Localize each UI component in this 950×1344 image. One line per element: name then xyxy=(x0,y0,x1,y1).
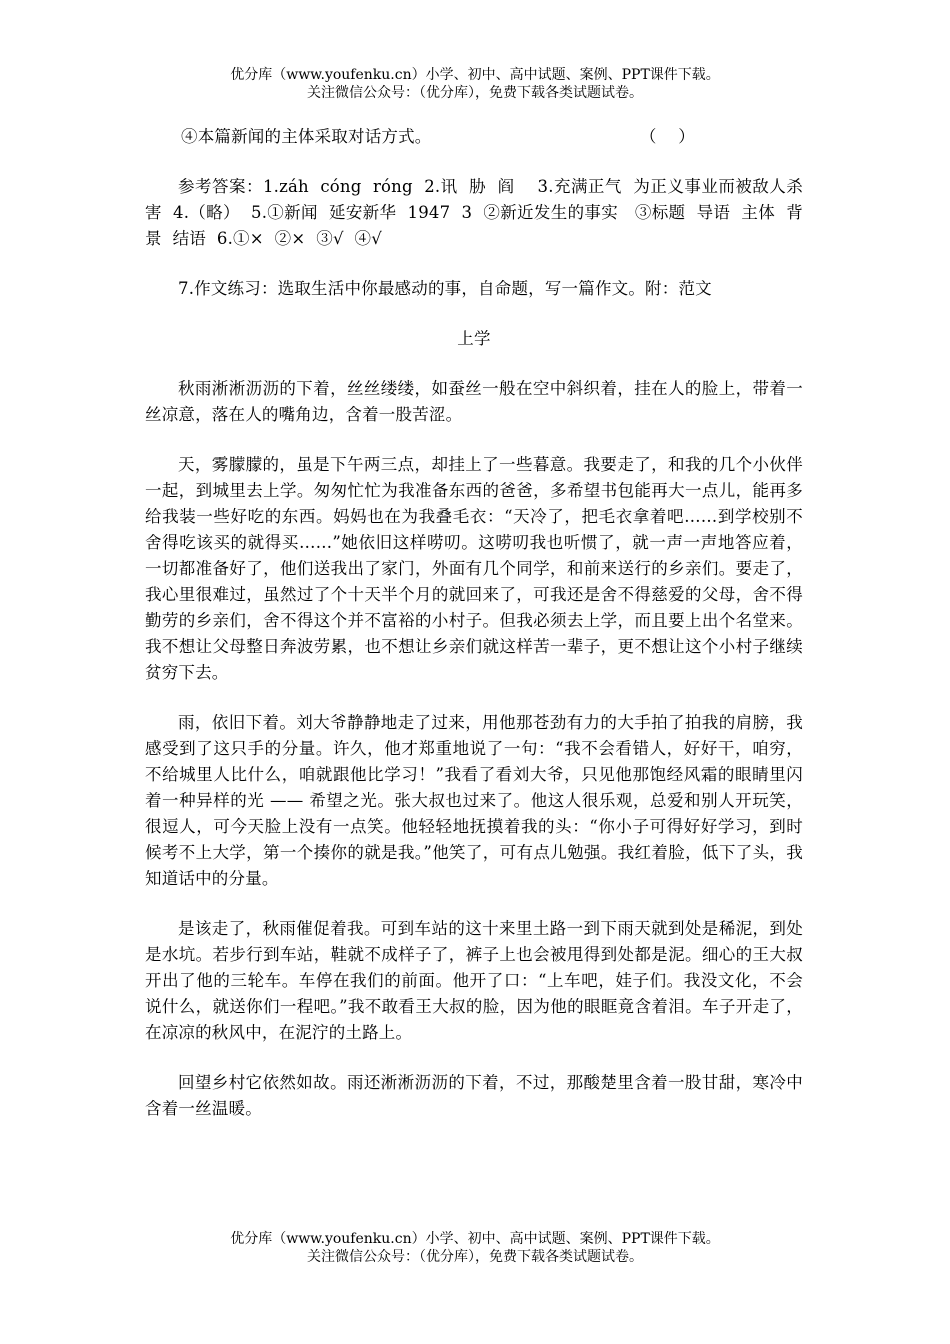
footer-line-1: 优分库（www.youfenku.cn）小学、初中、高中试题、案例、PPT课件下载。 xyxy=(230,1231,720,1247)
answer-key: 参考答案：1.záh cóng róng 2.讯 胁 阎 3.充满正气 为正义事业而被敌人杀害 4.（略） 5.①新闻 延安新华 1947 3 ②新近发生的事实 ③标题 导语 主体 背景 结语 6.①× ②× ③√ ④√ xyxy=(145,177,803,248)
header-line-2: 关注微信公众号：（优分库），免费下载各类试题试卷。 xyxy=(307,85,643,101)
page-header xyxy=(0,66,950,102)
document-body xyxy=(145,124,803,1146)
footer-line-2: 关注微信公众号：（优分库），免费下载各类试题试卷。 xyxy=(307,1249,643,1265)
essay-title: 上学 xyxy=(457,329,491,348)
essay-paragraph-4: 是该走了，秋雨催促着我。可到车站的这十来里土路一到下雨天就到处是稀泥，到处是水坑。若步行到车站，鞋就不成样子了，裤子上也会被甩得到处都是泥。细心的王大叔开出了他的三轮车。车停在我们的前面。他开了口：“上车吧，娃子们。我没文化，不会说什么，就送你们一程吧。”我不敢看王大叔的脸，因为他的眼眶竟含着泪。车子开走了，在凉凉的秋风中，在泥泞的土路上。 xyxy=(145,919,803,1042)
question-4 xyxy=(145,124,803,150)
essay-paragraph-1: 秋雨淅淅沥沥的下着，丝丝缕缕，如蚕丝一般在空中斜织着，挂在人的脸上，带着一丝凉意，落在人的嘴角边，含着一股苦涩。 xyxy=(145,379,803,424)
header-line-1: 优分库（www.youfenku.cn）小学、初中、高中试题、案例、PPT课件下载。 xyxy=(230,67,720,83)
question-4-text: ④本篇新闻的主体采取对话方式。 xyxy=(181,127,432,146)
page-footer xyxy=(0,1230,950,1266)
essay-paragraph-5: 回望乡村它依然如故。雨还淅淅沥沥的下着，不过，那酸楚里含着一股甘甜，寒冷中含着一丝温暖。 xyxy=(145,1073,803,1118)
essay-paragraph-3: 雨，依旧下着。刘大爷静静地走了过来，用他那苍劲有力的大手拍了拍我的肩膀，我感受到了这只手的分量。许久，他才郑重地说了一句：“我不会看错人，好好干，咱穷，不给城里人比什么，咱就跟他比学习！”我看了看刘大爷，只见他那饱经风霜的眼睛里闪着一种异样的光 —— 希望之光。张大叔也过来了。他这人很乐观，总爱和别人开玩笑，很逗人，可今天脸上没有一点笑。他轻轻地抚摸着我的头：“你小子可得好好学习，到时候考不上大学，第一个揍你的就是我。”他笑了，可有点儿勉强。我红着脸，低下了头，我知道话中的分量。 xyxy=(145,713,803,888)
task-7: 7.作文练习：选取生活中你最感动的事，自命题，写一篇作文。附：范文 xyxy=(178,279,712,298)
question-4-blank: （ ） xyxy=(639,127,695,146)
essay-paragraph-2: 天，雾朦朦的，虽是下午两三点，却挂上了一些暮意。我要走了，和我的几个小伙伴一起，到城里去上学。匆匆忙忙为我准备东西的爸爸，多希望书包能再大一点儿，能再多给我装一些好吃的东西。妈妈也在为我叠毛衣：“天冷了，把毛衣拿着吧……到学校别不舍得吃该买的就得买……”她依旧这样唠叨。这唠叨我也听惯了，就一声一声地答应着，一切都准备好了，他们送我出了家门，外面有几个同学，和前来送行的乡亲们。要走了，我心里很难过，虽然过了个十天半个月的就回来了，可我还是舍不得慈爱的父母，舍不得勤劳的乡亲们，舍不得这个并不富裕的小村子。但我必须去上学，而且要上出个名堂来。我不想让父母整日奔波劳累，也不想让乡亲们就这样苦一辈子，更不想让这个小村子继续贫穷下去。 xyxy=(145,455,803,682)
